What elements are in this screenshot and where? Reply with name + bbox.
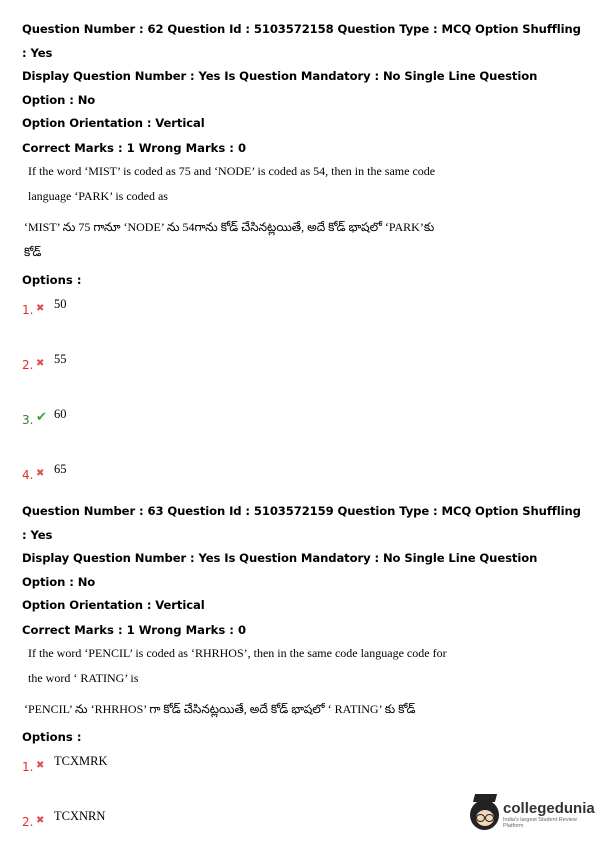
question-meta-line: Option Orientation : Vertical (22, 116, 205, 130)
option-item (22, 746, 582, 801)
question-text-english (28, 159, 582, 209)
cross-icon: ✖ (36, 302, 45, 314)
telugu-line: ‘MIST’ ను 75 గానూ ‘NODE’ ను 54గాను కోడ్ చేసినట్లయితే, అదే కోడ్ భాషలో ‘PARK’కు (24, 219, 435, 234)
cross-icon: ✖ (36, 467, 45, 479)
cross-icon: ✖ (36, 357, 45, 369)
option-text: TCXMRK (54, 753, 108, 768)
cross-icon: ✖ (36, 759, 45, 771)
question-text-english (28, 641, 582, 691)
option-number: 1. (22, 759, 34, 774)
english-line: If the word ‘MIST’ is coded as 75 and ‘NODE’ is coded as 54, then in the same code (28, 163, 436, 178)
telugu-line: కోడ్ (24, 244, 42, 259)
option-number: 4. (22, 467, 34, 482)
question-meta-line: Question Number : 63 Question Id : 5103572159 Question Type : MCQ Option Shuffling : Yes (22, 504, 581, 542)
option-number: 1. (22, 302, 34, 317)
logo-tagline: India's largest Student Review Platform (503, 817, 577, 829)
question-block-62 (22, 18, 582, 509)
marks-line: Correct Marks : 1 Wrong Marks : 0 (22, 622, 247, 637)
english-line: the word ‘ RATING’ is (28, 670, 139, 685)
option-number: 2. (22, 357, 34, 372)
option-text: 65 (54, 461, 67, 476)
question-meta-line: Display Question Number : Yes Is Question Mandatory : No Single Line Question Option : No (22, 551, 538, 589)
option-number: 2. (22, 814, 34, 829)
option-text: 50 (54, 296, 67, 311)
option-item (22, 344, 582, 399)
english-line: language ‘PARK’ is coded as (28, 188, 168, 203)
option-text: TCXNRN (54, 808, 106, 823)
question-text-telugu (24, 215, 582, 265)
options-label: Options : (22, 729, 82, 744)
logo-name: collegedunia (503, 800, 595, 817)
question-text-telugu (24, 697, 582, 722)
question-meta-line: Question Number : 62 Question Id : 5103572158 Question Type : MCQ Option Shuffling : Yes (22, 22, 581, 60)
cross-icon: ✖ (36, 814, 45, 826)
telugu-line: ‘PENCIL’ ను ‘RHRHOS’ గా కోడ్ చేసినట్లయితే, అదే కోడ్ భాషలో ‘ RATING’ కు కోడ్ (24, 701, 416, 716)
question-meta-line: Display Question Number : Yes Is Question Mandatory : No Single Line Question Option : No (22, 69, 538, 107)
collegedunia-logo (470, 800, 595, 830)
question-meta-line: Option Orientation : Vertical (22, 598, 205, 612)
check-icon: ✔ (36, 409, 47, 425)
options-label: Options : (22, 272, 82, 287)
option-number: 3. (22, 412, 34, 427)
marks-line: Correct Marks : 1 Wrong Marks : 0 (22, 140, 247, 155)
option-item (22, 399, 582, 454)
graduate-mascot-icon (470, 800, 499, 830)
english-line: If the word ‘PENCIL’ is coded as ‘RHRHOS’, then in the same code language code for (28, 645, 447, 660)
option-text: 60 (54, 406, 67, 421)
option-text: 55 (54, 351, 67, 366)
option-item (22, 289, 582, 344)
